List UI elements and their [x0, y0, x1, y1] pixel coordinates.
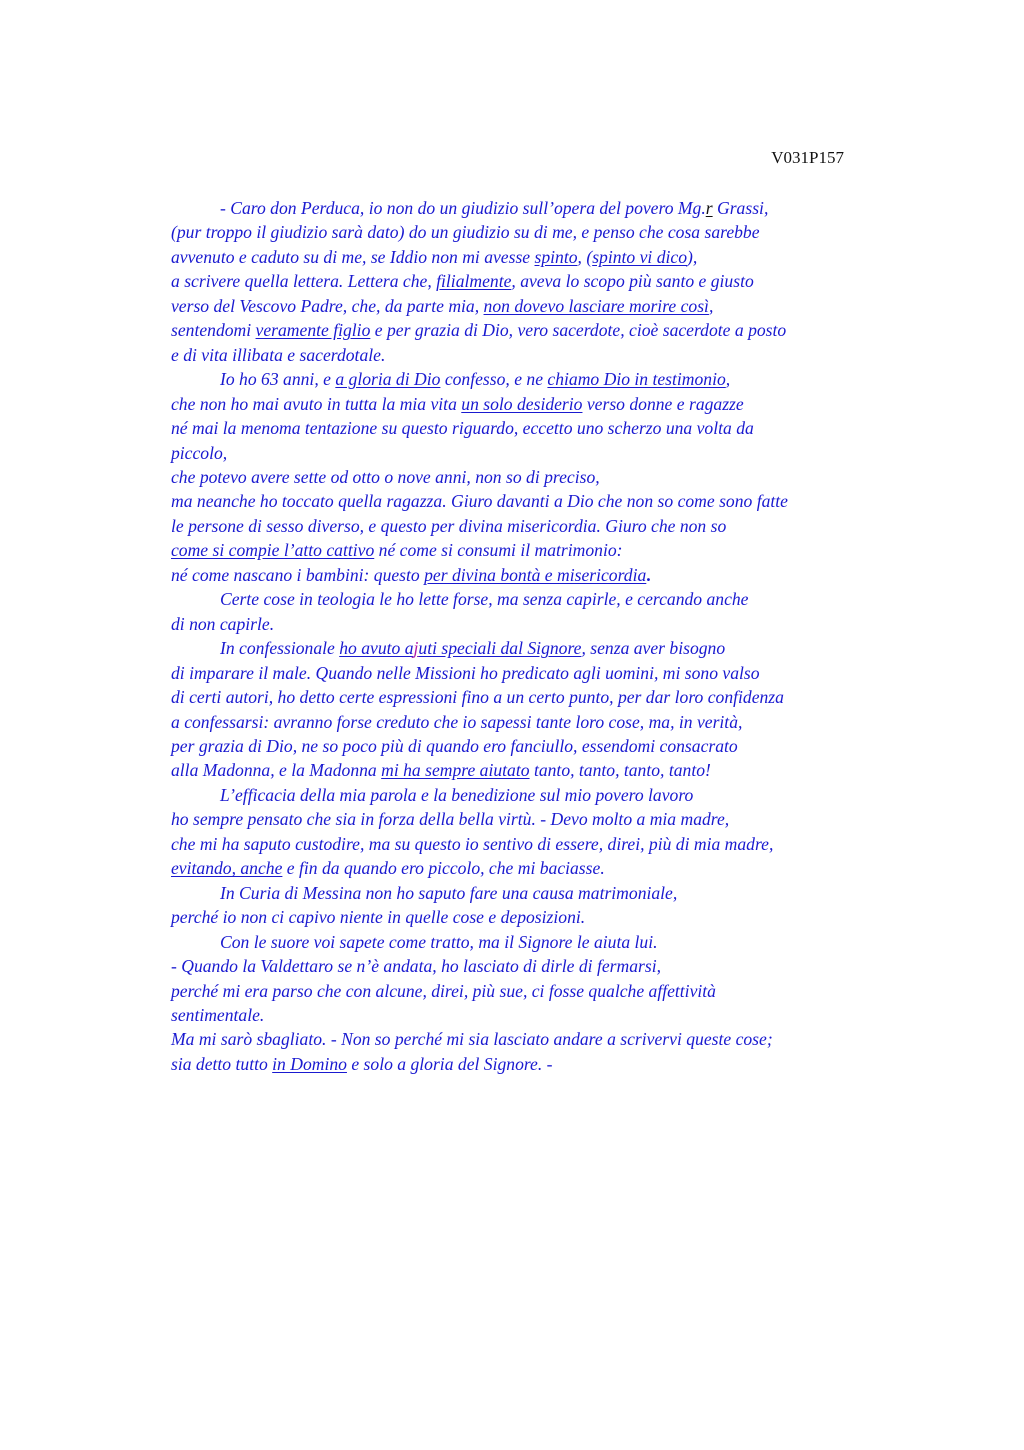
text-run: In confessionale: [220, 638, 340, 659]
text-run: perché mi era parso che con alcune, direi, più sue, ci fosse qualche affettività: [171, 980, 716, 1001]
text-run: di certi autori, ho detto certe espressioni fino a un certo punto, per dar loro confidenza: [171, 687, 784, 708]
text-run: e di vita illibata e sacerdotale.: [171, 344, 386, 365]
text-run: - Quando la Valdettaro se n’è andata, ho lasciato di dirle di fermarsi,: [171, 956, 661, 977]
text-run: , aveva lo scopo più santo e giusto: [511, 271, 754, 292]
underlined-phrase: chiamo Dio in testimonio: [547, 369, 726, 390]
text-run: e solo a gloria del Signore. -: [346, 1053, 553, 1074]
text-line: [171, 245, 911, 269]
text-run: .: [646, 564, 651, 585]
text-line: [171, 318, 911, 342]
text-run: , (: [577, 246, 593, 267]
text-run: piccolo,: [171, 442, 228, 463]
text-line: [171, 979, 911, 1003]
text-line: [171, 416, 911, 440]
text-line: [171, 1003, 911, 1027]
text-run: e per grazia di Dio, vero sacerdote, cioè sacerdote a posto: [370, 320, 787, 341]
text-line: [171, 538, 911, 562]
text-run: né come nascano i bambini: questo: [171, 564, 425, 585]
text-run: sentimentale.: [171, 1004, 265, 1025]
underlined-phrase: j: [413, 638, 419, 659]
text-run: né come si consumi il matrimonio:: [374, 540, 623, 561]
text-run: alla Madonna, e la Madonna: [171, 760, 382, 781]
text-line: [171, 930, 911, 954]
text-run: a confessarsi: avranno forse creduto che io sapessi tante loro cose, ma, in verità,: [171, 711, 743, 732]
text-run: Grassi,: [712, 198, 769, 218]
text-line: [171, 758, 911, 782]
text-line: [171, 441, 911, 465]
text-line: [171, 856, 911, 880]
text-line: [171, 636, 911, 660]
underlined-phrase: come si compie l’atto cattivo: [171, 540, 375, 561]
text-run: né mai la menoma tentazione su questo riguardo, eccetto uno scherzo una volta da: [171, 418, 754, 439]
text-run: - Caro don Perduca, io non do un giudizio sull’opera del povero Mg.: [220, 198, 706, 218]
text-run: perché io non ci capivo niente in quelle cose e deposizioni.: [171, 907, 586, 928]
text-run: L’efficacia della mia parola e la benedizione sul mio povero lavoro: [220, 784, 694, 805]
text-line: [171, 1052, 911, 1076]
text-run: che mi ha saputo custodire, ma su questo io sentivo di essere, direi, più di mia madre,: [171, 833, 774, 854]
underlined-phrase: r: [705, 198, 713, 218]
text-run: le persone di sesso diverso, e questo per divina misericordia. Giuro che non so: [171, 515, 727, 536]
text-line: [171, 881, 911, 905]
text-line: [171, 661, 911, 685]
text-run: ),: [687, 246, 698, 267]
text-line: [171, 563, 911, 587]
underlined-phrase: uti speciali dal Signore: [418, 638, 582, 659]
underlined-phrase: per divina bontà e misericordia: [424, 564, 647, 585]
text-line: [171, 489, 911, 513]
text-run: , senza aver bisogno: [581, 638, 726, 659]
text-run: Io ho 63 anni, e: [220, 369, 336, 390]
letter-body: [171, 196, 911, 1076]
text-run: Certe cose in teologia le ho lette forse, ma senza capirle, e cercando anche: [220, 589, 749, 610]
text-run: per grazia di Dio, ne so poco più di quando ero fanciullo, essendomi consacrato: [171, 735, 738, 756]
underlined-phrase: in Domino: [272, 1053, 347, 1074]
text-line: [171, 220, 911, 244]
underlined-phrase: filialmente: [436, 271, 512, 292]
text-line: [171, 514, 911, 538]
text-run: ho sempre pensato che sia in forza della bella virtù. - Devo molto a mia madre,: [171, 809, 730, 830]
text-line: [171, 343, 911, 367]
text-line: [171, 612, 911, 636]
underlined-phrase: spinto vi dico: [592, 246, 687, 267]
text-run: In Curia di Messina non ho saputo fare una causa matrimoniale,: [220, 882, 678, 903]
text-line: [171, 905, 911, 929]
text-run: verso donne e ragazze: [582, 393, 744, 414]
text-run: a scrivere quella lettera. Lettera che,: [171, 271, 437, 292]
underlined-phrase: spinto: [534, 246, 578, 267]
underlined-phrase: evitando, anche: [171, 858, 283, 879]
text-run: che potevo avere sette od otto o nove anni, non so di preciso,: [171, 466, 600, 487]
underlined-phrase: veramente figlio: [255, 320, 371, 341]
text-run: e fin da quando ero piccolo, che mi baciasse.: [282, 858, 605, 879]
underlined-phrase: mi ha sempre aiutato: [381, 760, 530, 781]
text-line: [171, 587, 911, 611]
text-run: Ma mi sarò sbagliato. - Non so perché mi sia lasciato andare a scrivervi queste cose;: [171, 1029, 773, 1050]
text-line: [171, 807, 911, 831]
text-run: tanto, tanto, tanto, tanto!: [529, 760, 711, 781]
text-line: [171, 392, 911, 416]
text-line: [171, 269, 911, 293]
text-line: [171, 734, 911, 758]
text-run: (pur troppo il giudizio sarà dato) do un giudizio su di me, e penso che cosa sarebbe: [171, 222, 760, 243]
text-run: di non capirle.: [171, 613, 275, 634]
text-run: verso del Vescovo Padre, che, da parte mia,: [171, 295, 484, 316]
text-run: confesso, e ne: [440, 369, 548, 390]
text-line: [171, 294, 911, 318]
text-run: sentendomi: [171, 320, 256, 341]
text-line: [171, 1027, 911, 1051]
text-run: ,: [725, 369, 731, 390]
text-run: avvenuto e caduto su di me, se Iddio non mi avesse: [171, 246, 535, 267]
text-run: sia detto tutto: [171, 1053, 273, 1074]
text-line: [171, 196, 911, 220]
text-run: ,: [708, 295, 714, 316]
text-line: [171, 832, 911, 856]
text-line: [171, 367, 911, 391]
text-line: [171, 710, 911, 734]
text-line: [171, 954, 911, 978]
text-run: di imparare il male. Quando nelle Missioni ho predicato agli uomini, mi sono valso: [171, 662, 760, 683]
text-run: Con le suore voi sapete come tratto, ma il Signore le aiuta lui.: [220, 931, 658, 952]
text-line: [171, 465, 911, 489]
underlined-phrase: ho avuto a: [339, 638, 414, 659]
text-line: [171, 685, 911, 709]
underlined-phrase: a gloria di Dio: [335, 369, 441, 390]
underlined-phrase: un solo desiderio: [461, 393, 583, 414]
text-run: che non ho mai avuto in tutta la mia vita: [171, 393, 462, 414]
underlined-phrase: non dovevo lasciare morire così: [483, 295, 709, 316]
page-code: V031P157: [771, 148, 844, 167]
text-run: ma neanche ho toccato quella ragazza. Giuro davanti a Dio che non so come sono fatte: [171, 491, 788, 512]
text-line: [171, 783, 911, 807]
